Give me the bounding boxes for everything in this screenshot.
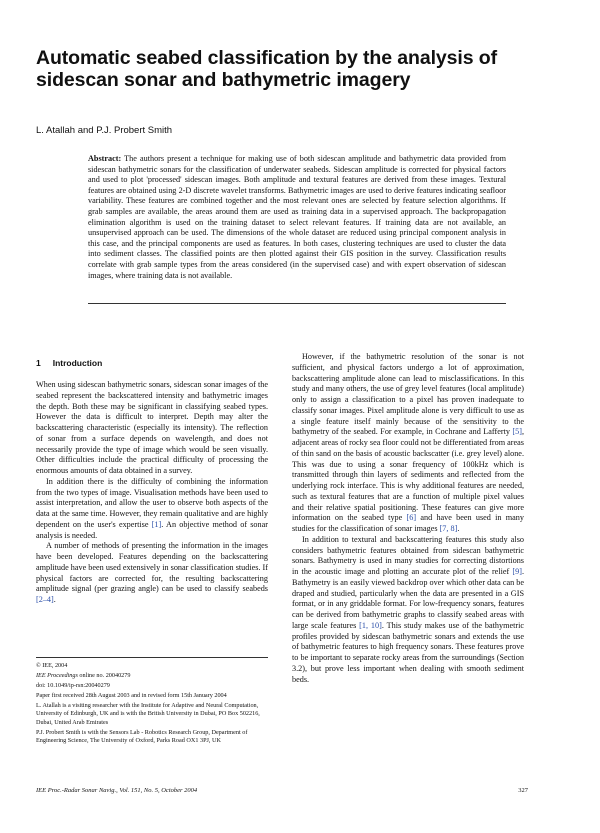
citation-link[interactable]: [2–4]: [36, 595, 54, 604]
abstract-text: The authors present a technique for making use of both sidescan amplitude and bathymetric data provided from sidescan bathymetric sonars for the classification of underwater seabeds. Sidescan amplitude is corrected for physical factors and used to plot 'processed' sidescan images. Both amplitude and textural features are derived from these images. Textural features are obtained using 2-D discrete wavelet transforms. Bathymetric images are used to derive features indicating seafloor variability. These features are combined together and the most relevant ones are selected by feature selection algorithms. If grab samples are available, the areas around them are used as training data in a supervised approach. The backpropagation elimination algorithm is used on the training dataset to select relevant features. If training data are not available, an unsupervised approach can be used. The dimensions of the whole dataset are reduced using principal component analysis in this case, and the principal components are used as features. In both cases, clustering techniques are used to cluster the data into sediment classes. The classified points are then plotted against their GIS position in the survey. Classification results correlate with grab sample types from the areas considered (in the supervised case) and with expert observation of sidescan images, where training data is not available.: [88, 154, 507, 280]
copyright: © IEE, 2004: [36, 662, 68, 669]
paper-title: Automatic seabed classification by the analysis of sidescan sonar and bathymetric imagery: [36, 47, 497, 91]
text: . Bathymetry is an easily viewed backdrop over which other data can be draped and studied, particularly when the data are presented in a GIS format, or in any griddable format. For low-frequency sonars, features can be derived from bathymetric graphs to classify seabed areas with large scale features: [292, 567, 524, 630]
text: .: [457, 524, 460, 533]
paragraph: [292, 352, 524, 535]
received-date: Paper first received 28th August 2003 and in revised form 15th January 2004: [36, 692, 227, 700]
footnote-divider: [36, 657, 268, 658]
citation-link[interactable]: [5]: [512, 427, 522, 437]
text: .: [53, 595, 56, 604]
proceedings-line: [36, 672, 268, 680]
paragraph: [292, 535, 524, 686]
page-number: 327: [518, 787, 528, 794]
citation-link[interactable]: [7, 8]: [439, 524, 458, 533]
citation-link[interactable]: [1, 10]: [359, 620, 382, 630]
affiliation: P.J. Probert Smith is with the Sensors Lab - Robotics Research Group, Department of Engineering Science, The University of Oxford, Parks Road OX1 3PJ, UK: [36, 728, 248, 744]
citation-link[interactable]: [6]: [406, 513, 417, 523]
paragraph: When using sidescan bathymetric sonars, sidescan sonar images of the seabed represent the backscattered intensity and bathymetric images the depth. Both these may be significant in classifying seabed types. However the data is difficult to interpret. Depth may alter the backscattering characteristic (especially its intensity). The reflection of sonar from a surface depends on wavelength, and does not necessarily provide the type of image which would be seen visually. Other difficulties include the practical difficulty of processing the enormous amounts of data obtained in a survey.: [36, 380, 268, 475]
left-column: [36, 380, 268, 606]
text: However, if the bathymetric resolution of the sonar is not sufficient, and physical factors undergo a lot of approximation, backscattering amplitude alone can lead to misclassifications. In this study and many others, the use of grey level features (local amplitude) only to assign a classification to a pixel has proven inadequate to classify sonar images. Pixel amplitude alone is very difficult to use as a single feature itself mainly because of the sensitivity to the bathymetry of the seabed. For example, in Cochrane and Lafferty: [292, 352, 524, 437]
proceedings-text: online no. 20040279: [77, 672, 131, 680]
section-title: Introduction: [52, 358, 103, 368]
abstract-label: Abstract:: [88, 154, 122, 163]
citation-link[interactable]: [9]: [512, 567, 522, 576]
abstract: [88, 154, 506, 281]
text: A number of methods of presenting the information in the images have been developed. Features depending on the backscattering amplitude have been used extensively in sonar classification studies. If physical factors are corrected for, the resulting backscattering amplitude signal (per grazing angle) can be used to classify seabeds: [36, 541, 268, 594]
affiliation: L. Atallah is a visiting researcher with the Institute for Adaptive and Neural Computation, University of Edinburgh, UK and is with the British University in Dubai, PO Box 502216, Dubai, United Arab Emirates: [36, 702, 260, 726]
citation-link[interactable]: [1]: [151, 519, 162, 529]
paragraph: [36, 541, 268, 606]
text: , adjacent areas of rocky sea floor could not be differentiated from areas of thin sand on the basis of acoustic backscatter (i.e. grey level) alone. This was due to using a sonar frequency of 100kHz which is transmitted through thin layers of sediments and reflected from the underlying rock interface. This is why additional features are needed, such as textural features that are a function of multiple pixel values and their relative spatial positioning. These features can give more information on the seabed type: [292, 427, 524, 523]
text: In addition to textural and backscattering features this study also considers bathymetric features obtained from sidescan bathymetric sonars. Bathymetry is used in many studies for correcting distortions in the acoustic image and plotting an accurate plot of the relief: [292, 534, 524, 576]
text: and have been used in many studies for the classification of sonar images: [292, 513, 524, 533]
footnotes: [36, 662, 268, 747]
right-column: [292, 352, 524, 685]
journal-footer: IEE Proc.-Radar Sonar Navig., Vol. 151, No. 5, October 2004: [36, 787, 198, 794]
text: In addition there is the difficulty of combining the information from the two types of image. Visualisation methods have been used to assist interpretation, and allow the user to observe both aspects of the data at the same time. However, they remain qualitative and are highly dependent on the user's expertise: [36, 476, 268, 529]
paragraph: [36, 477, 268, 542]
authors: L. Atallah and P.J. Probert Smith: [36, 125, 173, 136]
doi: doi: 10.1049/ip-rsn:20040279: [36, 682, 110, 690]
text: . An objective method of sonar analysis is needed.: [36, 519, 268, 540]
proceedings-label: IEE Proceedings: [36, 672, 78, 680]
text: . This study makes use of the bathymetric profiles provided by sidescan bathymetric sonars and extends the use of bathymetric features to high frequency sonars. These features prove to be important to separate rocky areas from the surroundings (Section 3.2), but prove less important when dealing with smooth sediment beds.: [292, 620, 524, 684]
abstract-divider: [88, 303, 506, 304]
section-number: 1: [36, 358, 41, 368]
section-heading: [36, 358, 102, 368]
